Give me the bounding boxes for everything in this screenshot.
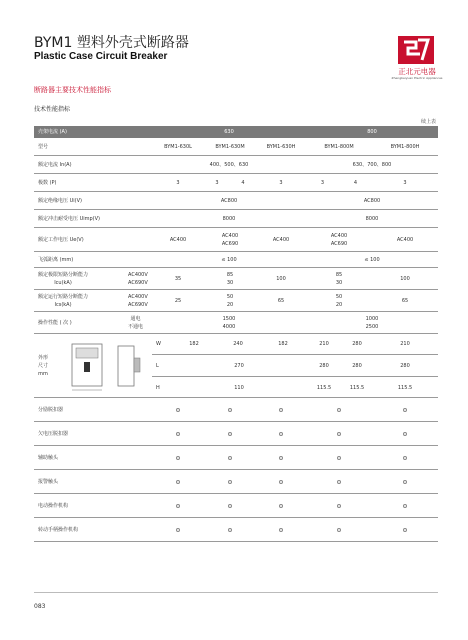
available-icon [337, 504, 341, 508]
available-icon [337, 480, 341, 484]
available-icon [176, 504, 180, 508]
model-cell: BYM1-630M [215, 143, 245, 150]
table-row-insulation [34, 192, 438, 210]
table-row-model [34, 138, 438, 156]
dimension-l-label: L [156, 362, 159, 369]
available-icon [337, 528, 341, 532]
table-row-icu [34, 268, 438, 290]
icu-voltage: AC400V AC690V [128, 271, 148, 286]
continued-note: 续上表 [420, 119, 436, 125]
ics-voltage: AC400V AC690V [128, 293, 148, 308]
table-row-rated-current [34, 156, 438, 174]
frame-630: 630 [224, 128, 234, 135]
icu-cell: 100 [400, 275, 410, 282]
dimension-l-row [152, 355, 438, 377]
dimension-w-cell: 210 [319, 341, 329, 347]
frame-label: 壳架电流 (A) [38, 128, 67, 135]
ics-label: 额定运行短路分断能力 Ics(kA) [38, 293, 89, 308]
dimension-l-cell: 280 [400, 362, 410, 369]
impulse-cell: 8000 [222, 215, 236, 222]
available-icon [176, 432, 180, 436]
available-icon [228, 432, 232, 436]
ics-cell: 25 [174, 297, 182, 304]
available-icon [176, 456, 180, 460]
available-icon [176, 528, 180, 532]
icu-cell: 85 30 [335, 271, 343, 286]
available-icon [279, 480, 283, 484]
ics-cell: 65 [277, 297, 285, 304]
working-label: 额定工作电压 Ue(V) [38, 236, 84, 243]
table-row-operation [34, 312, 438, 334]
accessory-label: 分励脱扣器 [38, 406, 64, 413]
available-icon [228, 480, 232, 484]
model-cell: BYM1-800M [324, 143, 354, 150]
ics-cell: 65 [401, 297, 409, 304]
available-icon [279, 456, 283, 460]
icu-cell: 85 30 [226, 271, 234, 286]
model-cell: BYM1-800H [390, 143, 420, 150]
brand-logo-icon [396, 34, 436, 66]
available-icon [403, 504, 407, 508]
rated-current-cell: 630、700、800 [352, 161, 392, 168]
ics-cell: 50 20 [226, 293, 234, 308]
page-title: BYM1 塑料外壳式断路器 [34, 35, 189, 51]
insulation-cell: AC800 [363, 197, 381, 204]
arc-label: 飞弧距离 (mm) [38, 256, 74, 263]
working-cell: AC400 [169, 236, 187, 243]
available-icon [403, 456, 407, 460]
poles-cell: 3 [320, 179, 325, 186]
page-title-english: Plastic Case Circuit Breaker [34, 51, 168, 62]
dimension-w-cell: 240 [233, 341, 243, 347]
table-row-dimensions [34, 334, 438, 398]
dimension-w-cell: 210 [400, 341, 410, 347]
available-icon [337, 408, 341, 412]
arc-cell: ≤ 100 [364, 256, 380, 263]
dimension-l-cell: 280 [352, 362, 362, 369]
available-icon [403, 408, 407, 412]
section-heading: 断路器主要技术性能指标 [34, 86, 111, 94]
dimension-w-cell: 182 [189, 341, 199, 347]
available-icon [403, 480, 407, 484]
available-icon [176, 408, 180, 412]
arc-cell: ≤ 100 [221, 256, 237, 263]
operation-type: 通电 不通电 [128, 315, 144, 330]
available-icon [228, 528, 232, 532]
table-row-accessory [34, 446, 438, 470]
icu-cell: 35 [174, 275, 182, 282]
accessory-rows [34, 398, 438, 542]
poles-cell: 3 [403, 179, 407, 186]
dimension-h-cell: 115.5 [349, 384, 365, 391]
table-row-accessory [34, 398, 438, 422]
dimension-w-cell: 280 [352, 341, 362, 347]
frame-800: 800 [367, 128, 377, 135]
table-row-frame [34, 126, 438, 138]
rated-current-cell: 400、500、630 [209, 161, 249, 168]
impulse-cell: 8000 [365, 215, 379, 222]
dimension-l-cell: 270 [234, 362, 244, 369]
table-row-ics [34, 290, 438, 312]
accessory-label: 报警触头 [38, 478, 59, 485]
dimension-h-label: H [156, 384, 160, 391]
dimension-label: 外形 尺寸 mm [38, 354, 49, 377]
brand-name: 正北元电器 [398, 67, 436, 76]
accessory-label: 电动操作机构 [38, 502, 69, 509]
available-icon [337, 456, 341, 460]
available-icon [279, 432, 283, 436]
operation-cell: 1500 4000 [222, 315, 236, 330]
dimension-h-cell: 115.5 [316, 384, 332, 391]
poles-label: 极数 (P) [38, 179, 57, 186]
available-icon [337, 432, 341, 436]
accessory-label: 辅助触头 [38, 454, 59, 461]
accessory-label: 欠电压脱扣器 [38, 430, 69, 437]
insulation-label: 额定绝缘电压 Ui(V) [38, 197, 82, 204]
table-row-arc [34, 252, 438, 268]
table-row-accessory [34, 470, 438, 494]
table-row-accessory [34, 494, 438, 518]
dimension-w-row [152, 334, 438, 355]
model-cell: BYM1-630L [164, 143, 192, 150]
dimension-w-cell: 182 [278, 341, 288, 347]
icu-label: 额定极限短路分断能力 Icu(kA) [38, 271, 89, 286]
icu-cell: 100 [276, 275, 286, 282]
dimension-h-cell: 110 [234, 384, 244, 391]
available-icon [228, 504, 232, 508]
available-icon [403, 528, 407, 532]
rated-current-label: 额定电流 In(A) [38, 161, 72, 168]
table-row-poles [34, 174, 438, 192]
accessory-label: 转动手柄操作机构 [38, 526, 79, 533]
poles-cell: 3 [279, 179, 283, 186]
brand-subtitle: Zhengbeiyuan Electric Appliances [391, 76, 443, 80]
poles-cell: 3 [215, 179, 219, 186]
poles-cell: 3 [176, 179, 180, 186]
available-icon [279, 528, 283, 532]
table-row-impulse [34, 210, 438, 228]
dimension-h-cell: 115.5 [397, 384, 413, 391]
spec-table [34, 126, 438, 542]
table-row-accessory [34, 422, 438, 446]
working-cell: AC400 AC690 [330, 232, 348, 247]
available-icon [279, 504, 283, 508]
breaker-diagram-icon [62, 340, 152, 392]
available-icon [228, 408, 232, 412]
footer-divider [34, 592, 438, 593]
working-cell: AC400 AC690 [221, 232, 239, 247]
available-icon [403, 432, 407, 436]
model-label: 型号 [38, 143, 49, 150]
table-row-working [34, 228, 438, 252]
available-icon [176, 480, 180, 484]
available-icon [279, 408, 283, 412]
page-number: 083 [34, 603, 46, 610]
insulation-cell: AC800 [220, 197, 238, 204]
operation-cell: 1000 2500 [365, 315, 379, 330]
table-row-accessory [34, 518, 438, 542]
impulse-label: 额定冲击耐受电压 Uimp(V) [38, 215, 101, 222]
operation-label: 操作性能 ( 次 ) [38, 319, 72, 326]
working-cell: AC400 [272, 236, 290, 243]
model-cell: BYM1-630H [266, 143, 296, 150]
available-icon [228, 456, 232, 460]
dimension-w-label: W [156, 341, 161, 347]
dimension-h-row [152, 377, 438, 398]
working-cell: AC400 [396, 236, 414, 243]
poles-cell: 4 [353, 179, 358, 186]
ics-cell: 50 20 [335, 293, 343, 308]
sub-heading: 技术性能指标 [34, 106, 71, 113]
poles-cell: 4 [241, 179, 245, 186]
dimension-l-cell: 280 [319, 362, 329, 369]
